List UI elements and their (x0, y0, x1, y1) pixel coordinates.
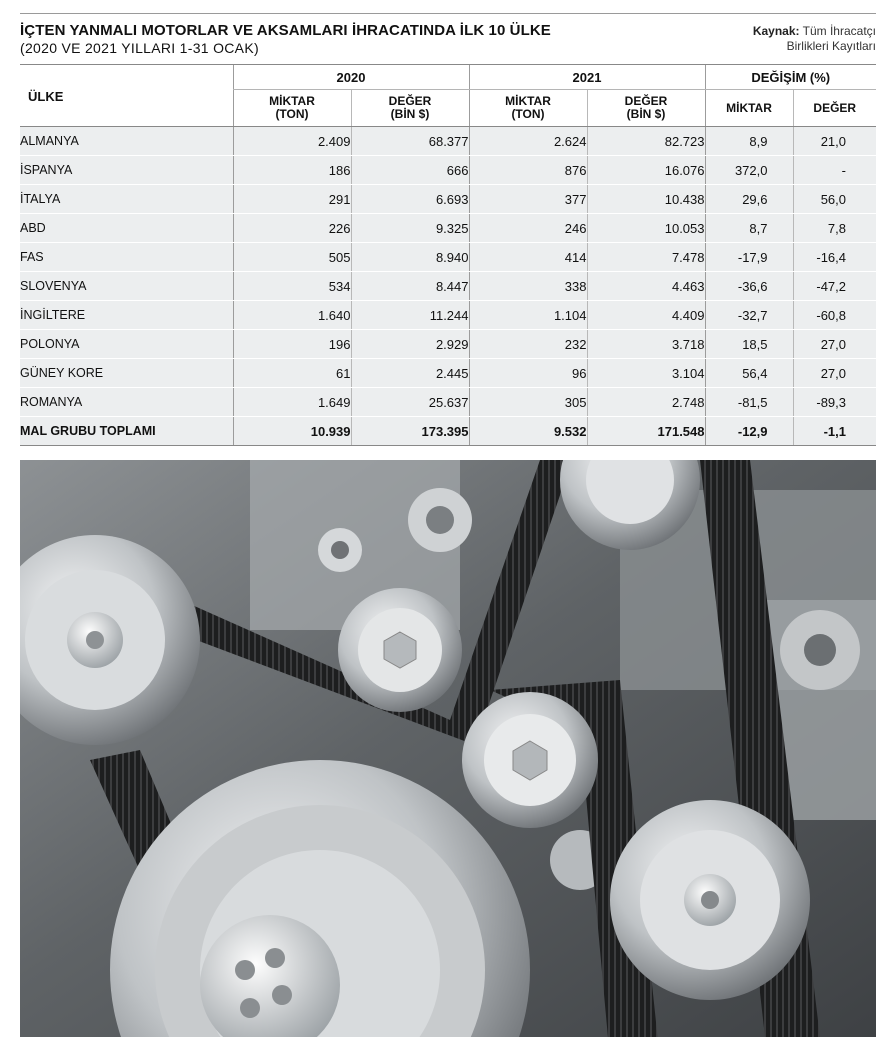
cell-deger-2021: 171.548 (587, 417, 705, 446)
table-row (20, 156, 876, 185)
cell-deger-2021: 82.723 (587, 127, 705, 156)
table-row (20, 359, 876, 388)
header-change: DEĞİŞİM (%) (705, 65, 876, 90)
cell-miktar-2020: 1.649 (233, 388, 351, 417)
header-change-miktar: MİKTAR (705, 90, 793, 127)
cell-country: SLOVENYA (20, 272, 233, 301)
cell-miktar-2020: 61 (233, 359, 351, 388)
cell-deger-2020: 25.637 (351, 388, 469, 417)
header-change-deger: DEĞER (793, 90, 876, 127)
table-row (20, 301, 876, 330)
cell-deger-2020: 8.940 (351, 243, 469, 272)
cell-change-miktar: 56,4 (705, 359, 793, 388)
cell-change-miktar: 18,5 (705, 330, 793, 359)
header-2020-miktar: MİKTAR (TON) (233, 90, 351, 127)
engine-belt-photo (20, 460, 876, 1037)
source-text-line2: Birlikleri Kayıtları (786, 39, 876, 53)
table-row (20, 127, 876, 156)
cell-deger-2021: 3.718 (587, 330, 705, 359)
source-note (676, 24, 876, 54)
cell-deger-2021: 4.409 (587, 301, 705, 330)
cell-change-deger: 27,0 (793, 359, 876, 388)
cell-miktar-2020: 10.939 (233, 417, 351, 446)
cell-change-miktar: -12,9 (705, 417, 793, 446)
cell-miktar-2021: 305 (469, 388, 587, 417)
cell-country: İTALYA (20, 185, 233, 214)
cell-country: İNGİLTERE (20, 301, 233, 330)
cell-change-deger: 56,0 (793, 185, 876, 214)
cell-change-miktar: 8,7 (705, 214, 793, 243)
cell-miktar-2021: 96 (469, 359, 587, 388)
cell-deger-2020: 666 (351, 156, 469, 185)
cell-miktar-2021: 1.104 (469, 301, 587, 330)
cell-deger-2020: 6.693 (351, 185, 469, 214)
cell-miktar-2021: 377 (469, 185, 587, 214)
cell-miktar-2021: 876 (469, 156, 587, 185)
source-text-line1: Tüm İhracatçı (802, 24, 876, 38)
cell-deger-2020: 68.377 (351, 127, 469, 156)
cell-country: GÜNEY KORE (20, 359, 233, 388)
cell-miktar-2021: 414 (469, 243, 587, 272)
cell-change-deger: -60,8 (793, 301, 876, 330)
cell-miktar-2021: 338 (469, 272, 587, 301)
cell-miktar-2021: 246 (469, 214, 587, 243)
table-row (20, 214, 876, 243)
cell-change-miktar: -81,5 (705, 388, 793, 417)
export-table (20, 64, 876, 446)
cell-deger-2021: 10.438 (587, 185, 705, 214)
cell-change-miktar: 8,9 (705, 127, 793, 156)
cell-change-miktar: -32,7 (705, 301, 793, 330)
cell-change-deger: 7,8 (793, 214, 876, 243)
cell-miktar-2020: 196 (233, 330, 351, 359)
table-total-row (20, 417, 876, 446)
cell-country: ROMANYA (20, 388, 233, 417)
cell-deger-2020: 173.395 (351, 417, 469, 446)
cell-deger-2020: 9.325 (351, 214, 469, 243)
cell-change-deger: -1,1 (793, 417, 876, 446)
cell-change-deger: -47,2 (793, 272, 876, 301)
cell-change-miktar: -36,6 (705, 272, 793, 301)
cell-miktar-2021: 9.532 (469, 417, 587, 446)
cell-country: MAL GRUBU TOPLAMI (20, 417, 233, 446)
cell-change-miktar: -17,9 (705, 243, 793, 272)
table-row (20, 243, 876, 272)
header-year-2020: 2020 (233, 65, 469, 90)
cell-miktar-2020: 505 (233, 243, 351, 272)
cell-country: POLONYA (20, 330, 233, 359)
cell-deger-2021: 2.748 (587, 388, 705, 417)
cell-miktar-2021: 232 (469, 330, 587, 359)
cell-deger-2020: 2.929 (351, 330, 469, 359)
cell-change-miktar: 29,6 (705, 185, 793, 214)
cell-deger-2021: 10.053 (587, 214, 705, 243)
cell-deger-2021: 3.104 (587, 359, 705, 388)
cell-country: FAS (20, 243, 233, 272)
header-year-2021: 2021 (469, 65, 705, 90)
table-row (20, 330, 876, 359)
cell-change-miktar: 372,0 (705, 156, 793, 185)
cell-miktar-2020: 2.409 (233, 127, 351, 156)
cell-miktar-2020: 291 (233, 185, 351, 214)
top-rule (20, 13, 876, 14)
cell-country: ALMANYA (20, 127, 233, 156)
title-block (20, 22, 640, 57)
cell-miktar-2020: 534 (233, 272, 351, 301)
cell-country: ABD (20, 214, 233, 243)
cell-deger-2021: 4.463 (587, 272, 705, 301)
header-2020-deger: DEĞER (BİN $) (351, 90, 469, 127)
header-2021-deger: DEĞER (BİN $) (587, 90, 705, 127)
cell-deger-2020: 11.244 (351, 301, 469, 330)
cell-miktar-2021: 2.624 (469, 127, 587, 156)
page-subtitle: (2020 VE 2021 YILLARI 1-31 OCAK) (20, 40, 259, 56)
cell-change-deger: 27,0 (793, 330, 876, 359)
cell-change-deger: -16,4 (793, 243, 876, 272)
cell-deger-2021: 16.076 (587, 156, 705, 185)
cell-miktar-2020: 1.640 (233, 301, 351, 330)
cell-miktar-2020: 226 (233, 214, 351, 243)
source-label: Kaynak: (752, 24, 800, 38)
cell-country: İSPANYA (20, 156, 233, 185)
engine-photo-illustration (20, 460, 876, 1037)
header-country: ÜLKE (20, 65, 233, 127)
cell-miktar-2020: 186 (233, 156, 351, 185)
page-title: İÇTEN YANMALI MOTORLAR VE AKSAMLARI İHRACATINDA İLK 10 ÜLKE (20, 22, 551, 39)
header-2021-miktar: MİKTAR (TON) (469, 90, 587, 127)
table-row (20, 272, 876, 301)
cell-deger-2020: 2.445 (351, 359, 469, 388)
table-row (20, 185, 876, 214)
table-row (20, 388, 876, 417)
cell-change-deger: 21,0 (793, 127, 876, 156)
cell-change-deger: -89,3 (793, 388, 876, 417)
cell-deger-2020: 8.447 (351, 272, 469, 301)
cell-deger-2021: 7.478 (587, 243, 705, 272)
cell-change-deger: - (793, 156, 876, 185)
